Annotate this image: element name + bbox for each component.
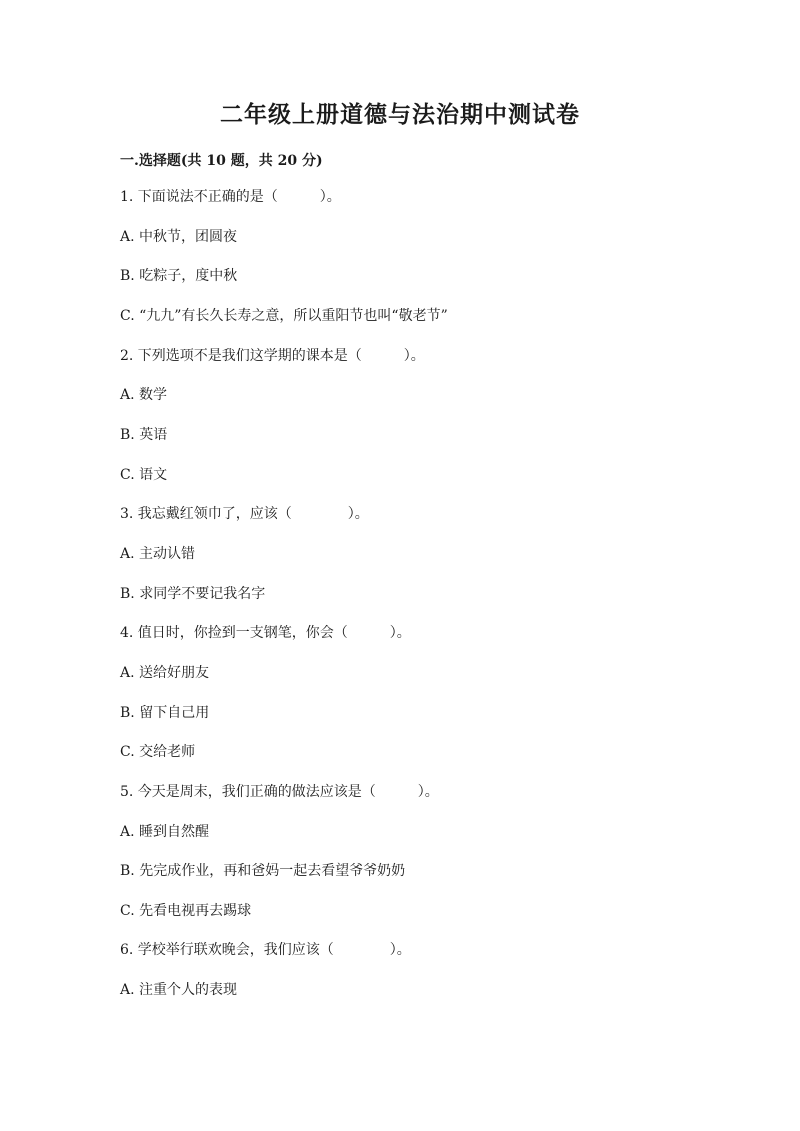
question-3: 3. 我忘戴红领巾了，应该（ ）。 — [120, 506, 369, 523]
question-4-option-b: B. 留下自己用 — [120, 704, 210, 721]
question-5-option-c: C. 先看电视再去踢球 — [120, 902, 252, 919]
question-3-option-b: B. 求同学不要记我名字 — [120, 585, 266, 602]
question-4-option-c: C. 交给老师 — [120, 744, 196, 761]
question-1-option-c: C. “九九”有长久长寿之意，所以重阳节也叫“敬老节” — [120, 307, 448, 324]
question-5-option-a: A. 睡到自然醒 — [120, 823, 210, 840]
question-4: 4. 值日时，你捡到一支钢笔，你会（ ）。 — [120, 625, 411, 642]
question-4-option-a: A. 送给好朋友 — [120, 664, 210, 681]
page-title: 二年级上册道德与法治期中测试卷 — [220, 101, 580, 128]
question-list — [120, 187, 720, 1020]
question-6-option-a: A. 注重个人的表现 — [120, 982, 238, 999]
question-2: 2. 下列选项不是我们这学期的课本是（ ）。 — [120, 347, 425, 364]
question-5-option-b: B. 先完成作业，再和爸妈一起去看望爷爷奶奶 — [120, 863, 406, 880]
question-3-option-a: A. 主动认错 — [120, 545, 196, 562]
question-2-option-a: A. 数学 — [120, 387, 168, 404]
question-2-option-b: B. 英语 — [120, 426, 168, 443]
question-2-option-c: C. 语文 — [120, 466, 168, 483]
section-heading: 一.选择题(共 10 题，共 20 分) — [120, 153, 323, 169]
question-1-option-a: A. 中秋节，团圆夜 — [120, 228, 238, 245]
question-6: 6. 学校举行联欢晚会，我们应该（ ）。 — [120, 942, 411, 959]
question-1-option-b: B. 吃粽子，度中秋 — [120, 268, 238, 285]
question-5: 5. 今天是周末，我们正确的做法应该是（ ）。 — [120, 783, 439, 800]
question-1: 1. 下面说法不正确的是（ ）。 — [120, 189, 341, 205]
